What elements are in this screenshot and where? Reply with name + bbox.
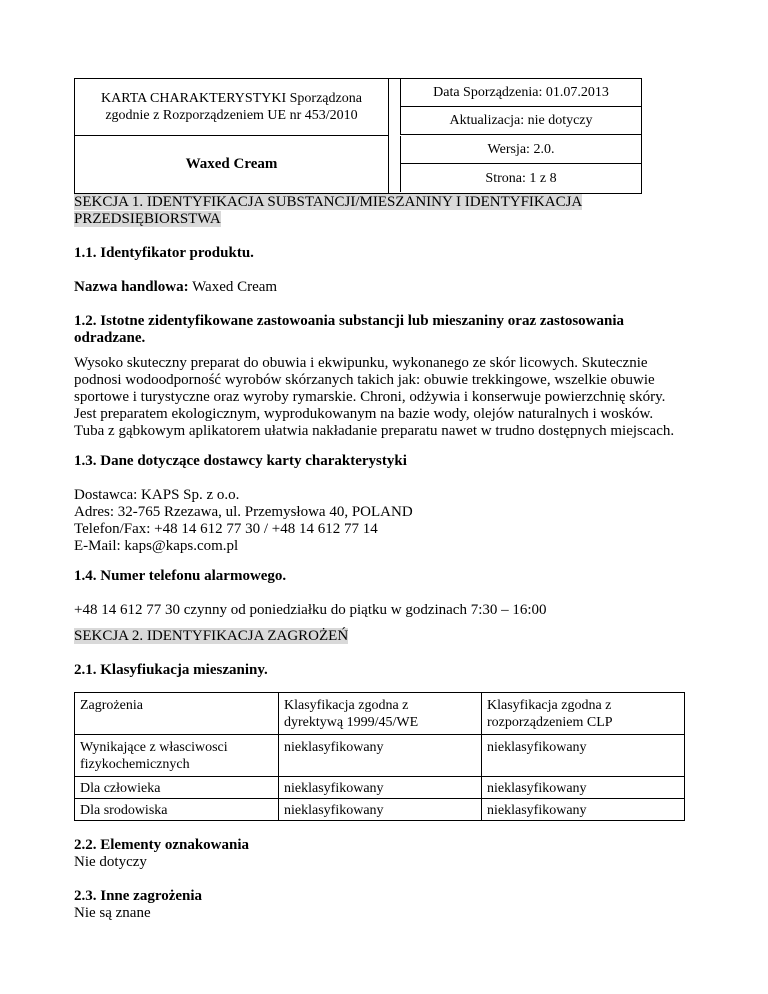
header-table [74,78,642,194]
version-info: Wersja: 2.0. [400,136,641,164]
subsection-1-2-title-line-2: odradzane. [74,330,146,346]
subsection-2-3 [74,888,694,922]
header-text: rozporządzeniem CLP [487,715,613,730]
update-info: Aktualizacja: nie dotyczy [400,107,641,135]
table-cell-clp: nieklasyfikowany [482,735,685,777]
table-cell-hazard: Dla srodowiska [75,799,279,821]
header-text: Klasyfikacja zgodna z [487,698,612,713]
table-header-row [75,693,685,735]
description-line: podnosi wodoodporność wyrobów skórzanych takich jak: obuwie trekkingowe, wszelkie obuwie [74,372,655,388]
supplier-name: Dostawca: KAPS Sp. z o.o. [74,487,240,503]
table-cell-clp: nieklasyfikowany [482,777,685,799]
trade-name-label: Nazwa handlowa: [74,279,189,295]
trade-name-value: Waxed Cream [192,279,278,295]
section-1-heading [74,194,694,228]
table-cell-directive: nieklasyfikowany [279,799,482,821]
supplier-details [74,487,694,555]
header-text: Klasyfikacja zgodna z [284,698,409,713]
document-title-line-2: zgodnie z Rozporządzeniem UE nr 453/2010 [105,108,358,123]
classification-table [74,692,685,821]
document-title-line-1: KARTA CHARAKTERYSTYKI Sporządzona [101,91,362,106]
section-1-heading-line-2: PRZEDSIĘBIORSTWA [74,211,221,227]
page-number: Strona: 1 z 8 [400,164,641,192]
subsection-2-2-body: Nie dotyczy [74,854,147,870]
header-product-name: Waxed Cream [75,136,389,193]
supplier-email: E-Mail: kaps@kaps.com.pl [74,538,239,554]
header-text: Zagrożenia [80,698,143,713]
section-1-heading-line-1: SEKCJA 1. IDENTYFIKACJA SUBSTANCJI/MIESZANINY I IDENTYFIKACJA [74,194,583,210]
table-cell-directive: nieklasyfikowany [279,735,482,777]
table-cell-clp: nieklasyfikowany [482,799,685,821]
table-cell-hazard: Dla człowieka [75,777,279,799]
subsection-1-2-title-line-1: 1.2. Istotne zidentyfikowane zastowoania substancji lub mieszaniny oraz zastosowania [74,313,625,329]
hazard-text: Wynikające z własciwosci [80,740,228,755]
subsection-2-1-title: 2.1. Klasyfiukacja mieszaniny. [74,662,268,678]
header-text: dyrektywą 1999/45/WE [284,715,419,730]
date-prepared: Data Sporządzenia: 01.07.2013 [400,79,641,107]
subsection-2-3-body: Nie są znane [74,905,151,921]
subsection-1-4-title: 1.4. Numer telefonu alarmowego. [74,568,287,584]
subsection-2-2-title: 2.2. Elementy oznakowania [74,837,250,853]
table-cell-hazard [75,735,279,777]
subsection-1-3-title: 1.3. Dane dotyczące dostawcy karty charakterystyki [74,453,407,469]
section-2-heading [74,628,694,645]
subsection-1-2-title [74,313,694,347]
subsection-1-1-title: 1.1. Identyfikator produktu. [74,245,254,261]
description-line: Jest preparatem ekologicznym, wyprodukowanym na bazie wody, olejów naturalnych i wosków. [74,406,654,422]
hazard-text: fizykochemicznych [80,757,190,772]
table-row [75,799,685,821]
supplier-phone-fax: Telefon/Fax: +48 14 612 77 30 / +48 14 612 77 14 [74,521,378,537]
table-header-cell [279,693,482,735]
table-header-cell [482,693,685,735]
subsection-2-3-title: 2.3. Inne zagrożenia [74,888,203,904]
supplier-address: Adres: 32-765 Rzezawa, ul. Przemysłowa 40, POLAND [74,504,413,520]
subsection-2-2 [74,837,694,871]
description-line: Wysoko skuteczny preparat do obuwia i ekwipunku, wykonanego ze skór licowych. Skutecznie [74,355,648,371]
table-row [75,777,685,799]
table-cell-directive: nieklasyfikowany [279,777,482,799]
product-description [74,355,694,440]
document-title [75,79,389,136]
table-row [75,735,685,777]
description-line: sportowe i turystyczne oraz wyroby rymarskie. Chroni, odżywia i konserwuje powierzchnię skóry. [74,389,666,405]
emergency-phone: +48 14 612 77 30 czynny od poniedziałku do piątku w godzinach 7:30 – 16:00 [74,602,547,618]
description-line: Tuba z gąbkowym aplikatorem ułatwia nakładanie preparatu nawet w trudno dostępnych miejscach. [74,423,675,439]
section-2-heading-text: SEKCJA 2. IDENTYFIKACJA ZAGROŻEŃ [74,628,349,644]
trade-name [74,279,694,296]
table-header-cell [75,693,279,735]
